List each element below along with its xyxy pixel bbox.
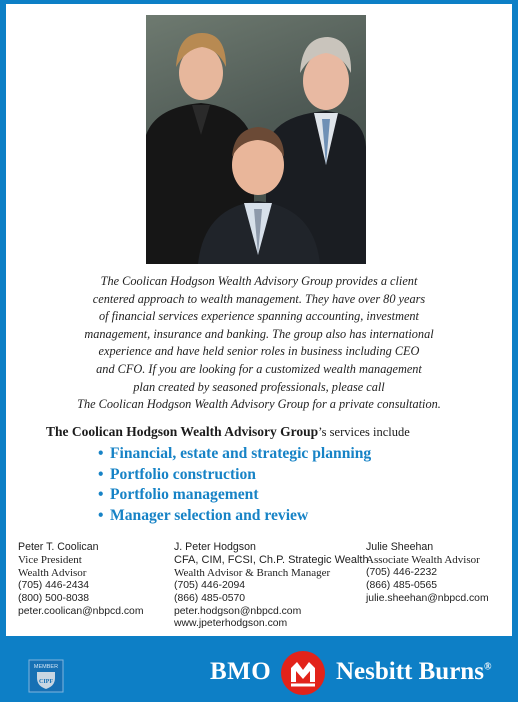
- services-heading: [46, 424, 486, 440]
- contact-website[interactable]: www.jpeterhodgson.com: [174, 618, 288, 630]
- contact-card-coolican: [18, 541, 144, 618]
- registered-mark: ®: [483, 661, 492, 673]
- services-heading-suffix: ’s services include: [318, 425, 410, 439]
- badge-text-bottom: CIPF: [39, 679, 53, 685]
- intro-line: plan created by seasoned professionals, please call: [133, 379, 385, 394]
- service-item: [98, 465, 371, 486]
- contact-name: Peter T. Coolican: [18, 541, 99, 553]
- contact-email[interactable]: peter.hodgson@nbpcd.com: [174, 605, 302, 617]
- bullet-icon: •: [98, 465, 104, 483]
- bullet-icon: •: [98, 506, 104, 524]
- service-item-label: Portfolio management: [110, 486, 259, 504]
- contact-title: Vice President: [18, 553, 82, 566]
- services-heading-group: The Coolican Hodgson Wealth Advisory Group: [46, 424, 319, 439]
- service-item-label: Portfolio construction: [110, 465, 256, 483]
- service-item: [98, 444, 371, 465]
- contact-phone[interactable]: (866) 485-0570: [174, 592, 246, 604]
- contact-card-hodgson: [174, 541, 369, 631]
- contact-name: J. Peter Hodgson: [174, 541, 256, 553]
- service-item: [98, 485, 371, 506]
- footer-bar: [0, 636, 518, 702]
- contact-email[interactable]: julie.sheehan@nbpcd.com: [366, 592, 489, 604]
- cipf-member-badge-icon: [26, 656, 66, 696]
- intro-line: of financial services experience spanning accounting, investment: [99, 309, 419, 324]
- intro-line: The Coolican Hodgson Wealth Advisory Group provides a client: [100, 274, 418, 288]
- contact-phone[interactable]: (800) 500-8038: [18, 592, 90, 604]
- service-item-label: Financial, estate and strategic planning: [110, 445, 372, 462]
- team-photo-illustration: [146, 15, 366, 264]
- contact-title: Wealth Advisor & Branch Manager: [174, 566, 331, 579]
- contact-email[interactable]: peter.coolican@nbpcd.com: [18, 605, 144, 617]
- team-photo: [146, 15, 366, 264]
- intro-line: The Coolican Hodgson Wealth Advisory Group for a private consultation.: [77, 397, 441, 412]
- intro-line: experience and have held senior roles in business including CEO: [98, 344, 420, 359]
- intro-line: centered approach to wealth management. They have over 80 years: [92, 291, 426, 306]
- brand-nesbitt-burns-wordmark: [336, 658, 491, 686]
- intro-line: management, insurance and banking. The group also has international: [84, 326, 434, 341]
- contact-title: Wealth Advisor: [18, 566, 87, 579]
- contact-credentials: CFA, CIM, FCSI, Ch.P. Strategic Wealth: [174, 553, 369, 566]
- contact-name: Julie Sheehan: [366, 541, 434, 553]
- contact-phone[interactable]: (866) 485-0565: [366, 579, 438, 591]
- services-list: [98, 444, 371, 526]
- intro-paragraph: [28, 273, 490, 414]
- contact-card-sheehan: [366, 541, 489, 606]
- bmo-roundel-icon: [280, 650, 326, 696]
- contact-phone[interactable]: (705) 446-2094: [174, 579, 246, 591]
- bullet-icon: •: [98, 445, 104, 462]
- badge-text-top: MEMBER: [33, 664, 59, 670]
- service-item-label: Manager selection and review: [110, 506, 309, 524]
- brand-nesbitt-burns-text: Nesbitt Burns: [336, 658, 484, 685]
- contact-phone[interactable]: (705) 446-2232: [366, 566, 438, 578]
- bullet-icon: •: [98, 486, 104, 504]
- contact-phone[interactable]: (705) 446-2434: [18, 579, 90, 591]
- intro-line: and CFO. If you are looking for a customized wealth management: [96, 361, 422, 376]
- service-item: [98, 506, 371, 527]
- brand-bmo-wordmark: BMO: [210, 658, 272, 685]
- contact-title: Associate Wealth Advisor: [366, 553, 480, 566]
